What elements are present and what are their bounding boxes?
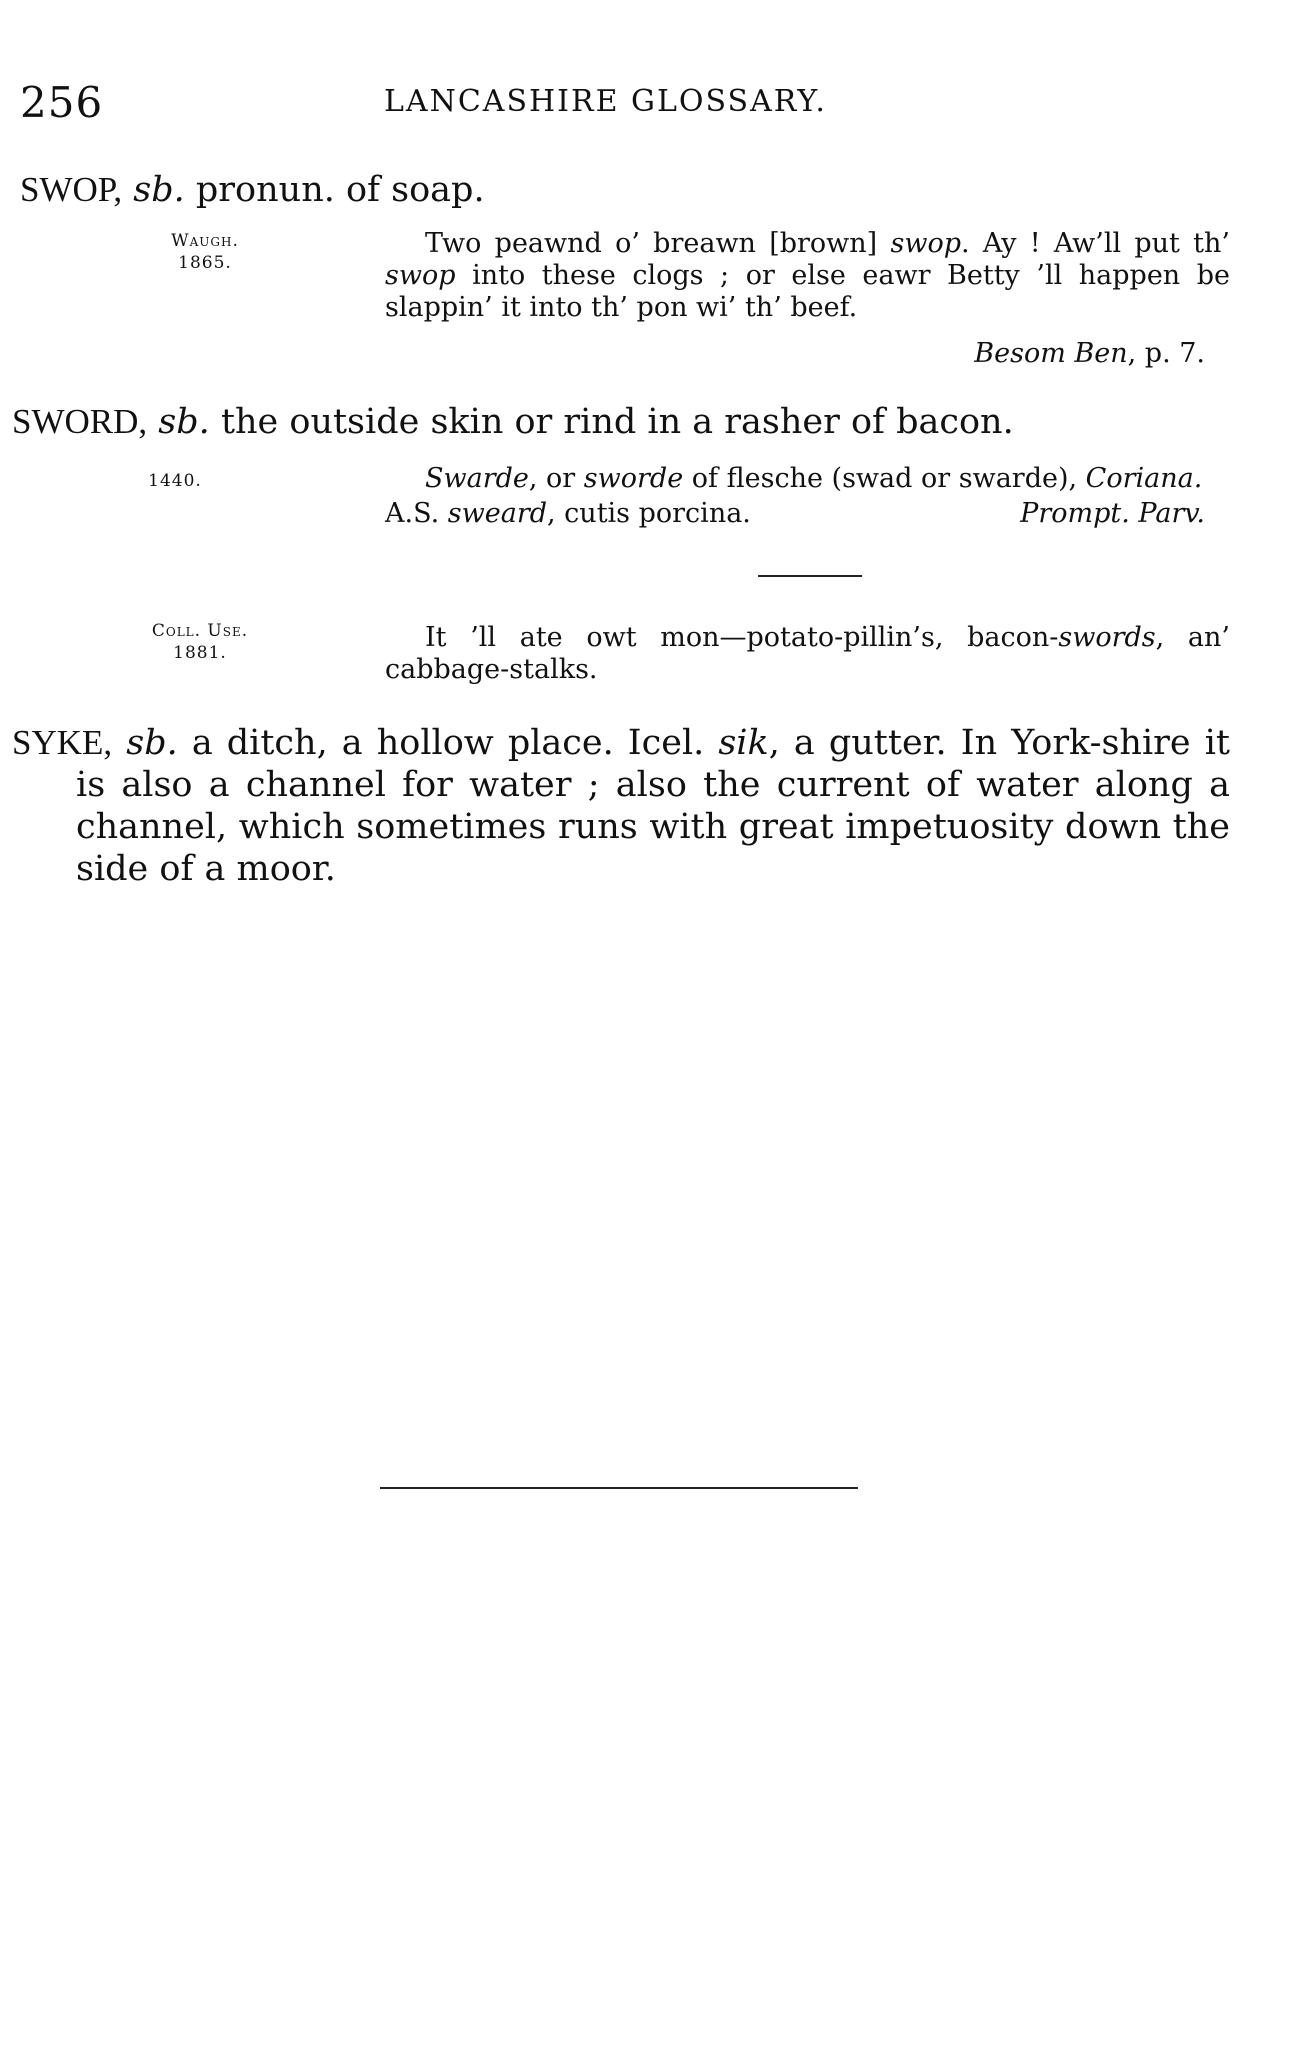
source-year: 1440. (148, 471, 202, 491)
entry-syke (12, 722, 1230, 890)
quote-text: into these clogs ; or else eawr Betty ’ll happen be slappin’ it into th’ pon wi’ th’ beef. (385, 260, 1230, 323)
citation-sword: Prompt. Parv. (1020, 498, 1205, 529)
quote-italic: Swarde (425, 463, 529, 494)
citation-page: , p. 7. (1127, 338, 1205, 369)
source-author: Coll. Use. (151, 621, 249, 641)
quote-sword-1 (385, 463, 1230, 495)
source-author: Waugh. (171, 231, 239, 251)
quote-text: , or (528, 463, 584, 494)
definition-swop: pronun. of soap. (195, 170, 485, 210)
quote-text: , cutis porcina. (547, 498, 751, 529)
definition-syke: a ditch, a hollow place. Icel. (191, 723, 719, 763)
definition-syke-rest: , a gutter. In York-shire it is also a channel for water ; also the current of water along a channel, which sometimes runs with great impetuosity down the side of a moor. (76, 723, 1230, 889)
page-number: 256 (20, 78, 104, 127)
source-year: 1865. (178, 253, 232, 273)
quote-italic: sweard (447, 498, 548, 529)
pos-swop: sb. (133, 170, 185, 210)
pos-sword: sb. (158, 402, 210, 442)
quote-text: A.S. (385, 498, 448, 529)
section-divider (758, 575, 862, 577)
quote-italic: swop (890, 228, 961, 259)
headword-syke: SYKE, (12, 723, 113, 762)
quote-swop (385, 228, 1230, 324)
quote-italic: Coriana. (1085, 463, 1203, 494)
definition-sword: the outside skin or rind in a rasher of bacon. (220, 402, 1014, 442)
headword-swop: SWOP, (20, 170, 123, 209)
source-swop (130, 230, 280, 274)
citation-title: Besom Ben (974, 338, 1128, 369)
entry-swop-heading (20, 170, 485, 210)
source-year: 1881. (173, 643, 227, 663)
quote-italic: sworde (583, 463, 684, 494)
end-rule (380, 1487, 858, 1489)
quote-text: of flesche (swad or swarde), (683, 463, 1086, 494)
page-header (20, 78, 1230, 128)
quote-text: Two peawnd o’ breawn [brown] (425, 228, 891, 259)
quote-text: It ’ll ate owt mon—potato-pillin’s, bacon- (425, 622, 1059, 653)
quote-italic: swords (1058, 622, 1156, 653)
source-sword (135, 470, 215, 492)
quote-text: . Ay ! Aw’ll put th’ (961, 228, 1230, 259)
entry-sword-heading (12, 402, 1014, 442)
quote-italic: swop (385, 260, 456, 291)
quote-text: , an’ cabbage-stalks. (385, 622, 1231, 685)
running-title: LANCASHIRE GLOSSARY. (384, 84, 827, 119)
headword-sword: SWORD, (12, 402, 148, 441)
quote-sword-3 (385, 622, 1230, 686)
citation-swop (700, 338, 1205, 369)
pos-syke: sb. (126, 723, 178, 763)
quote-sword-2 (385, 498, 1205, 530)
source-sword-2 (120, 620, 280, 664)
definition-italic: sik (718, 723, 769, 763)
